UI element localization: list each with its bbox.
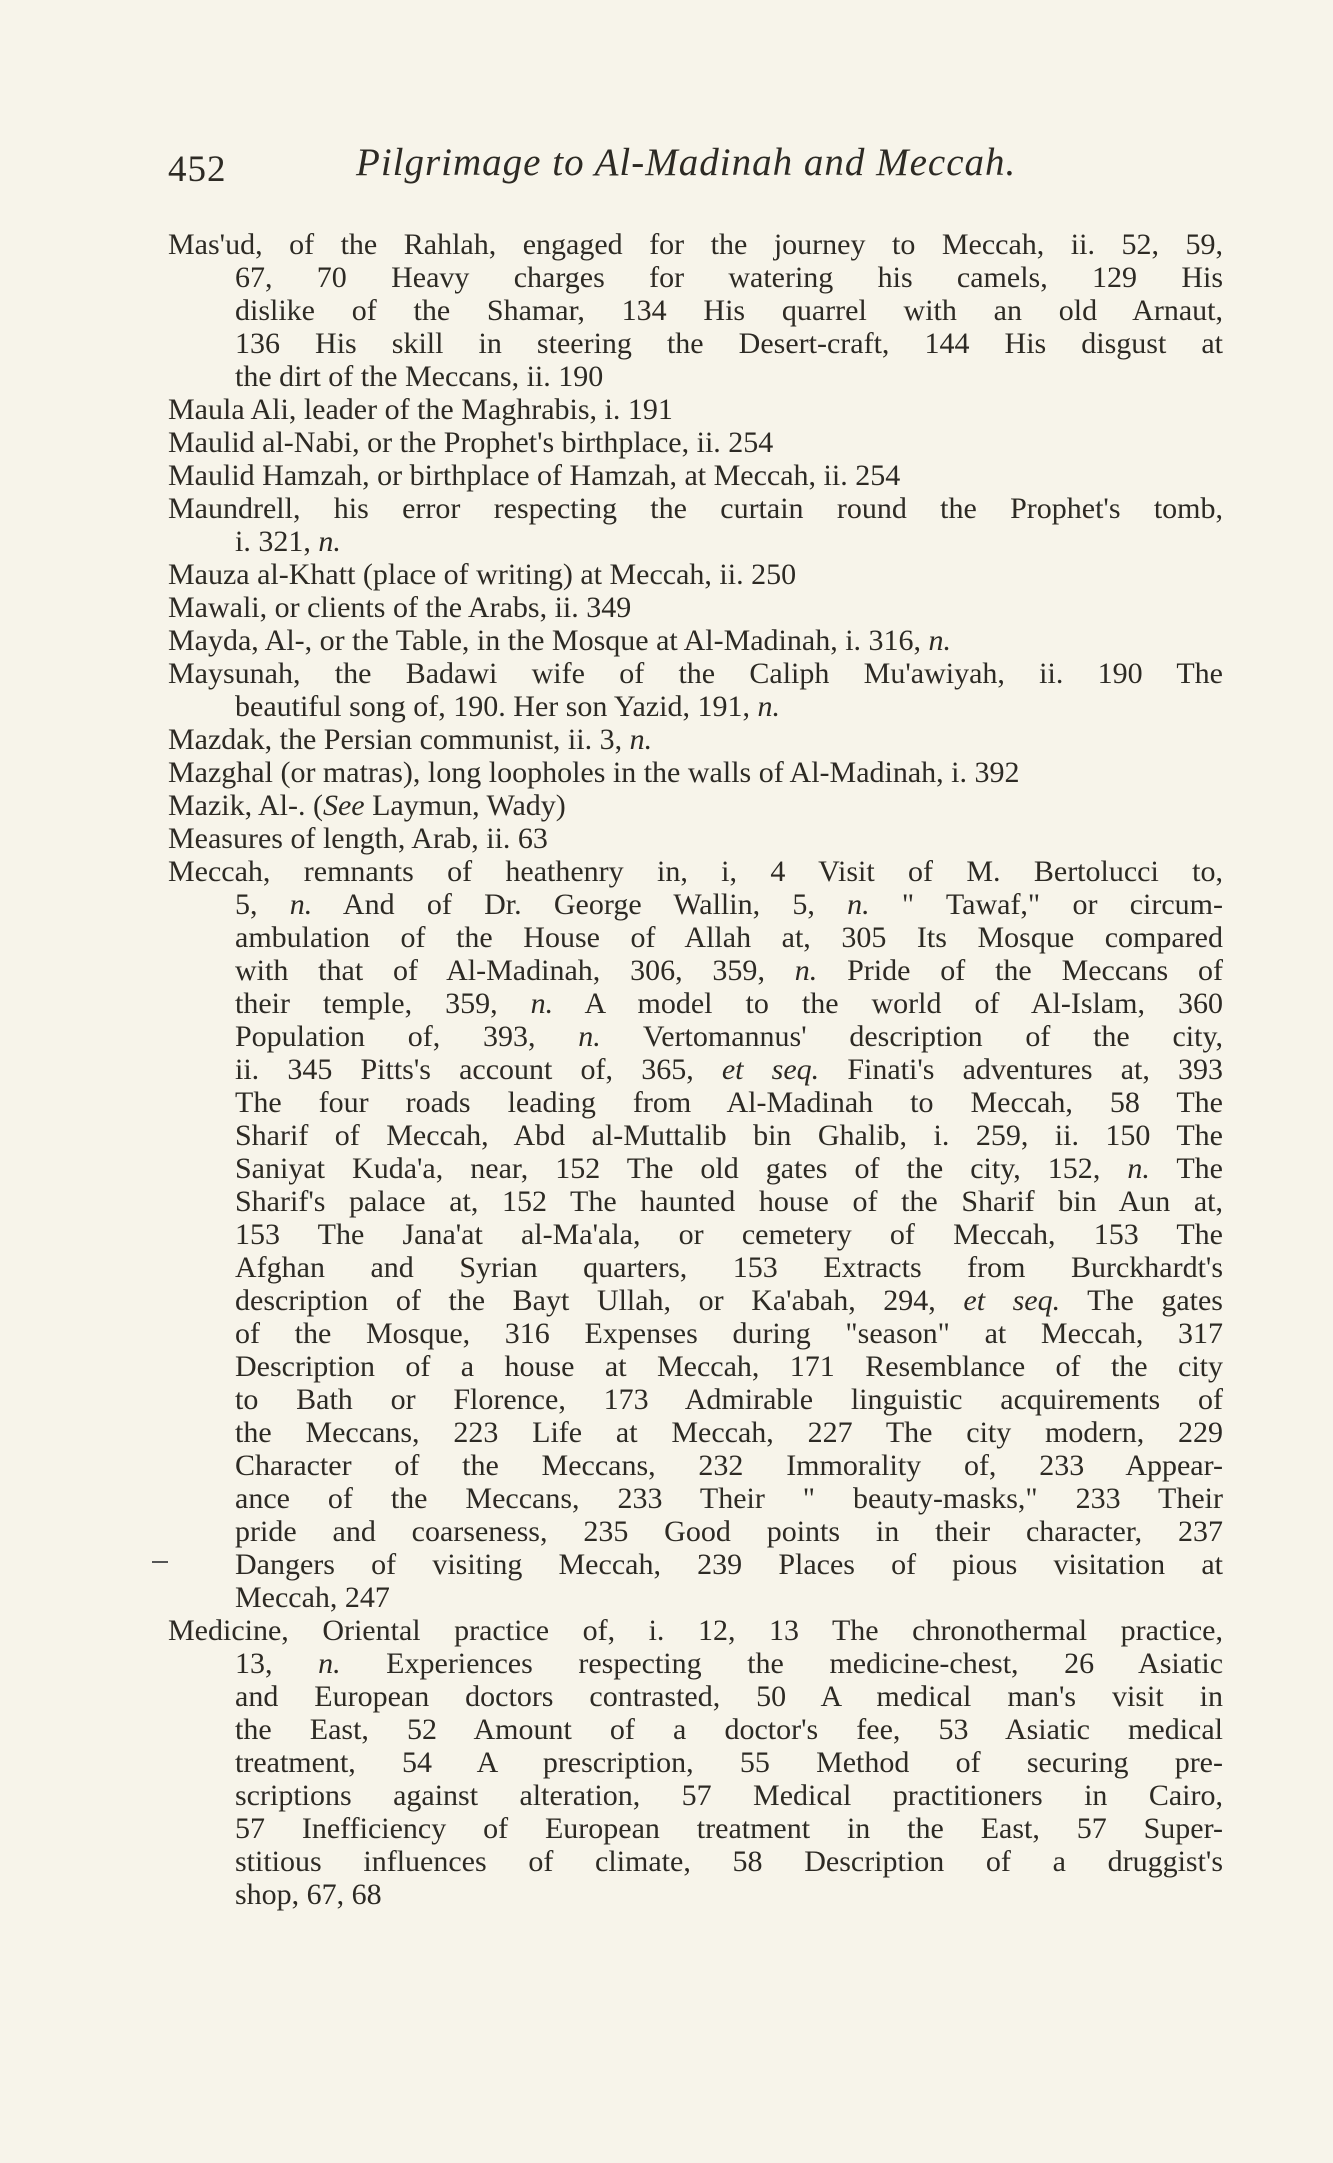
index-line: Measures of length, Arab, ii. 63: [168, 822, 548, 855]
index-line: their temple, 359, n. A model to the world of Al-Islam, 360: [235, 987, 1224, 1020]
index-line: Sharif of Meccah, Abd al-Muttalib bin Ghalib, i. 259, ii. 150 The: [235, 1119, 1223, 1152]
index-line: the East, 52 Amount of a doctor's fee, 53 Asiatic medical: [235, 1713, 1223, 1746]
index-line: Medicine, Oriental practice of, i. 12, 13 The chronothermal practice,: [168, 1614, 1223, 1647]
index-line: scriptions against alteration, 57 Medical practitioners in Cairo,: [235, 1779, 1223, 1812]
index-line: treatment, 54 A prescription, 55 Method of securing pre-: [235, 1746, 1223, 1779]
index-line: the dirt of the Meccans, ii. 190: [235, 360, 604, 393]
index-line: ance of the Meccans, 233 Their " beauty-masks," 233 Their: [235, 1482, 1223, 1515]
index-line: i. 321, n.: [235, 525, 341, 558]
index-line: Maula Ali, leader of the Maghrabis, i. 191: [168, 393, 673, 426]
index-line: beautiful song of, 190. Her son Yazid, 191, n.: [235, 690, 780, 723]
margin-dash-mark: [152, 1561, 168, 1563]
index-entry: [168, 228, 1223, 393]
index-entries: [168, 228, 1223, 1911]
page-header: [168, 140, 1228, 190]
index-line: dislike of the Shamar, 134 His quarrel with an old Arnaut,: [235, 294, 1223, 327]
index-line: ii. 345 Pitts's account of, 365, et seq. Finati's adventures at, 393: [235, 1053, 1224, 1086]
index-line: Mas'ud, of the Rahlah, engaged for the journey to Meccah, ii. 52, 59,: [168, 228, 1223, 261]
index-entry: [168, 789, 1223, 822]
index-entry: [168, 393, 1223, 426]
index-line: Maulid al-Nabi, or the Prophet's birthplace, ii. 254: [168, 426, 774, 459]
index-entry: [168, 822, 1223, 855]
index-line: and European doctors contrasted, 50 A medical man's visit in: [235, 1680, 1223, 1713]
page-number: 452: [168, 149, 227, 190]
index-line: Maulid Hamzah, or birthplace of Hamzah, at Meccah, ii. 254: [168, 459, 901, 492]
index-entry: [168, 1614, 1223, 1911]
index-line: description of the Bayt Ullah, or Ka'abah, 294, et seq. The gates: [235, 1284, 1223, 1317]
index-line: Saniyat Kuda'a, near, 152 The old gates of the city, 152, n. The: [235, 1152, 1224, 1185]
index-line: Sharif's palace at, 152 The haunted house of the Sharif bin Aun at,: [235, 1185, 1223, 1218]
index-line: 5, n. And of Dr. George Wallin, 5, n. " Tawaf," or circum-: [235, 888, 1223, 921]
index-line: Character of the Meccans, 232 Immorality of, 233 Appear-: [235, 1449, 1223, 1482]
index-entry: [168, 492, 1223, 558]
index-line: Mazik, Al-. (See Laymun, Wady): [168, 789, 566, 822]
index-line: to Bath or Florence, 173 Admirable linguistic acquirements of: [235, 1383, 1223, 1416]
index-entry: [168, 723, 1223, 756]
index-line: 67, 70 Heavy charges for watering his camels, 129 His: [235, 261, 1223, 294]
index-line: pride and coarseness, 235 Good points in their character, 237: [235, 1515, 1223, 1548]
index-line: Mazghal (or matras), long loopholes in the walls of Al-Madinah, i. 392: [168, 756, 1020, 789]
index-line: 136 His skill in steering the Desert-craft, 144 His disgust at: [235, 327, 1223, 360]
index-line: Population of, 393, n. Vertomannus' description of the city,: [235, 1020, 1224, 1053]
index-line: 57 Inefficiency of European treatment in the East, 57 Super-: [235, 1812, 1223, 1845]
index-line: Afghan and Syrian quarters, 153 Extracts from Burckhardt's: [235, 1251, 1223, 1284]
index-line: the Meccans, 223 Life at Meccah, 227 The city modern, 229: [235, 1416, 1223, 1449]
index-line: stitious influences of climate, 58 Description of a druggist's: [235, 1845, 1223, 1878]
index-entry: [168, 591, 1223, 624]
index-entry: [168, 855, 1223, 1614]
index-line: The four roads leading from Al-Madinah to Meccah, 58 The: [235, 1086, 1223, 1119]
running-title: Pilgrimage to Al-Madinah and Meccah.: [356, 141, 1017, 184]
index-entry: [168, 459, 1223, 492]
index-line: Maundrell, his error respecting the curtain round the Prophet's tomb,: [168, 492, 1223, 525]
index-line: with that of Al-Madinah, 306, 359, n. Pride of the Meccans of: [235, 954, 1223, 987]
index-line: 153 The Jana'at al-Ma'ala, or cemetery of Meccah, 153 The: [235, 1218, 1223, 1251]
index-entry: [168, 558, 1223, 591]
index-line: Mayda, Al-, or the Table, in the Mosque at Al-Madinah, i. 316, n.: [168, 624, 952, 657]
index-line: 13, n. Experiences respecting the medicine-chest, 26 Asiatic: [235, 1647, 1224, 1680]
index-line: Maysunah, the Badawi wife of the Caliph Mu'awiyah, ii. 190 The: [168, 657, 1223, 690]
index-line: Dangers of visiting Meccah, 239 Places of pious visitation at: [235, 1548, 1223, 1581]
index-entry: [168, 756, 1223, 789]
index-line: shop, 67, 68: [235, 1878, 382, 1911]
index-line: of the Mosque, 316 Expenses during "season" at Meccah, 317: [235, 1317, 1223, 1350]
index-line: Mauza al-Khatt (place of writing) at Meccah, ii. 250: [168, 558, 797, 591]
index-line: Description of a house at Meccah, 171 Resemblance of the city: [235, 1350, 1223, 1383]
index-entry: [168, 624, 1223, 657]
index-line: Meccah, remnants of heathenry in, i, 4 Visit of M. Bertolucci to,: [168, 855, 1223, 888]
index-line: Meccah, 247: [235, 1581, 390, 1614]
index-line: ambulation of the House of Allah at, 305 Its Mosque compared: [235, 921, 1223, 954]
index-entry: [168, 426, 1223, 459]
index-line: Mawali, or clients of the Arabs, ii. 349: [168, 591, 632, 624]
index-line: Mazdak, the Persian communist, ii. 3, n.: [168, 723, 653, 756]
index-entry: [168, 657, 1223, 723]
